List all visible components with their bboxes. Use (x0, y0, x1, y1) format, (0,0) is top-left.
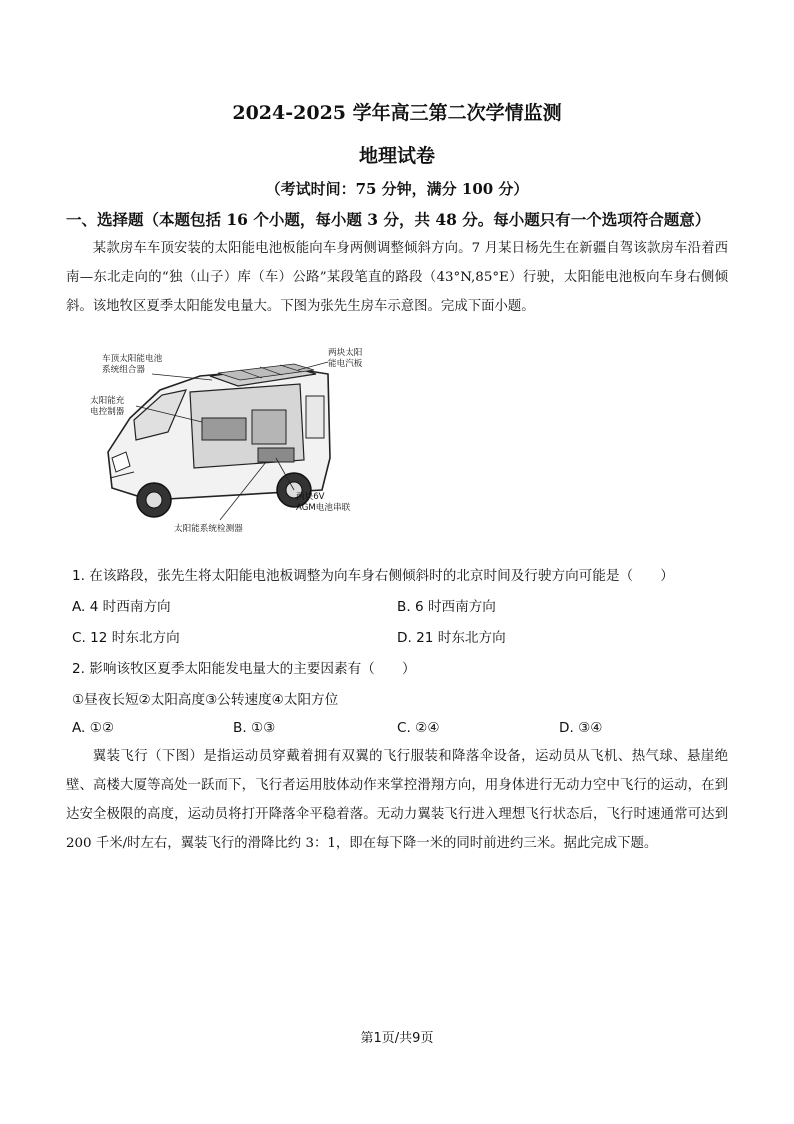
figure-label-agm-battery: 两块6V AGM电池串联 (296, 492, 351, 513)
question-1-option-c: C. 12 时东北方向 (72, 630, 180, 646)
figure-label-charge-controller: 太阳能充 电控制器 (90, 396, 125, 417)
figure-label-combiner: 车顶太阳能电池 系统组合器 (102, 354, 163, 375)
passage-2: 翼装飞行（下图）是指运动员穿戴着拥有双翼的飞行服装和降落伞设备，运动员从飞机、热气球、悬崖绝壁、高楼大厦等高处一跃而下，飞行者运用肢体动作来掌控滑翔方向，用身体进行无动力空中飞行的运动，在到达安全极限的高度，运动员将打开降落伞平稳着落。无动力翼装飞行进入理想飞行状态后，飞行时速通常可达到 200 千米/时左右，翼装飞行的滑降比约 3：1，即在每下降一米的同时前进约三米。据此完成下题。 (66, 749, 728, 851)
question-2-factors: ①昼夜长短②太阳高度③公转速度④太阳方位 (72, 692, 339, 708)
passage-1: 某款房车车顶安装的太阳能电池板能向车身两侧调整倾斜方向。7 月某日杨先生在新疆自驾该款房车沿着西南—东北走向的“独（山子）库（车）公路”某段笔直的路段（43°N,85°E）行驶，太阳能电池板向车身右侧倾斜。该地牧区夏季太阳能发电量大。下图为张先生房车示意图。完成下面小题。 (66, 241, 728, 314)
question-1-stem: 1. 在该路段，张先生将太阳能电池板调整为向车身右侧倾斜时的北京时间及行驶方向可能是（ ） (72, 568, 674, 584)
exam-title: 2024-2025 学年高三第二次学情监测 (232, 102, 562, 124)
page-number: 第1页/共9页 (360, 1031, 434, 1046)
question-2-stem: 2. 影响该牧区夏季太阳能发电量大的主要因素有（ ） (72, 661, 416, 677)
figure-label-solar-panels: 两块太阳 能电汽板 (328, 348, 363, 369)
question-1-option-d: D. 21 时东北方向 (397, 630, 506, 646)
section-heading: 一、选择题（本题包括 16 个小题，每小题 3 分，共 48 分。每小题只有一个选项符合题意） (66, 210, 711, 229)
question-1-option-b: B. 6 时西南方向 (397, 599, 496, 615)
question-1-option-a: A. 4 时西南方向 (72, 599, 171, 615)
subject-title: 地理试卷 (358, 145, 435, 167)
question-2-option-c: C. ②④ (397, 720, 440, 736)
question-2-option-d: D. ③④ (559, 720, 603, 736)
camper-van-figure (90, 340, 380, 540)
exam-meta: （考试时间：75 分钟，满分 100 分） (265, 180, 529, 198)
question-2-option-b: B. ①③ (233, 720, 276, 736)
figure-label-system-monitor: 太阳能系统检测器 (174, 524, 243, 534)
question-2-option-a: A. ①② (72, 720, 115, 736)
